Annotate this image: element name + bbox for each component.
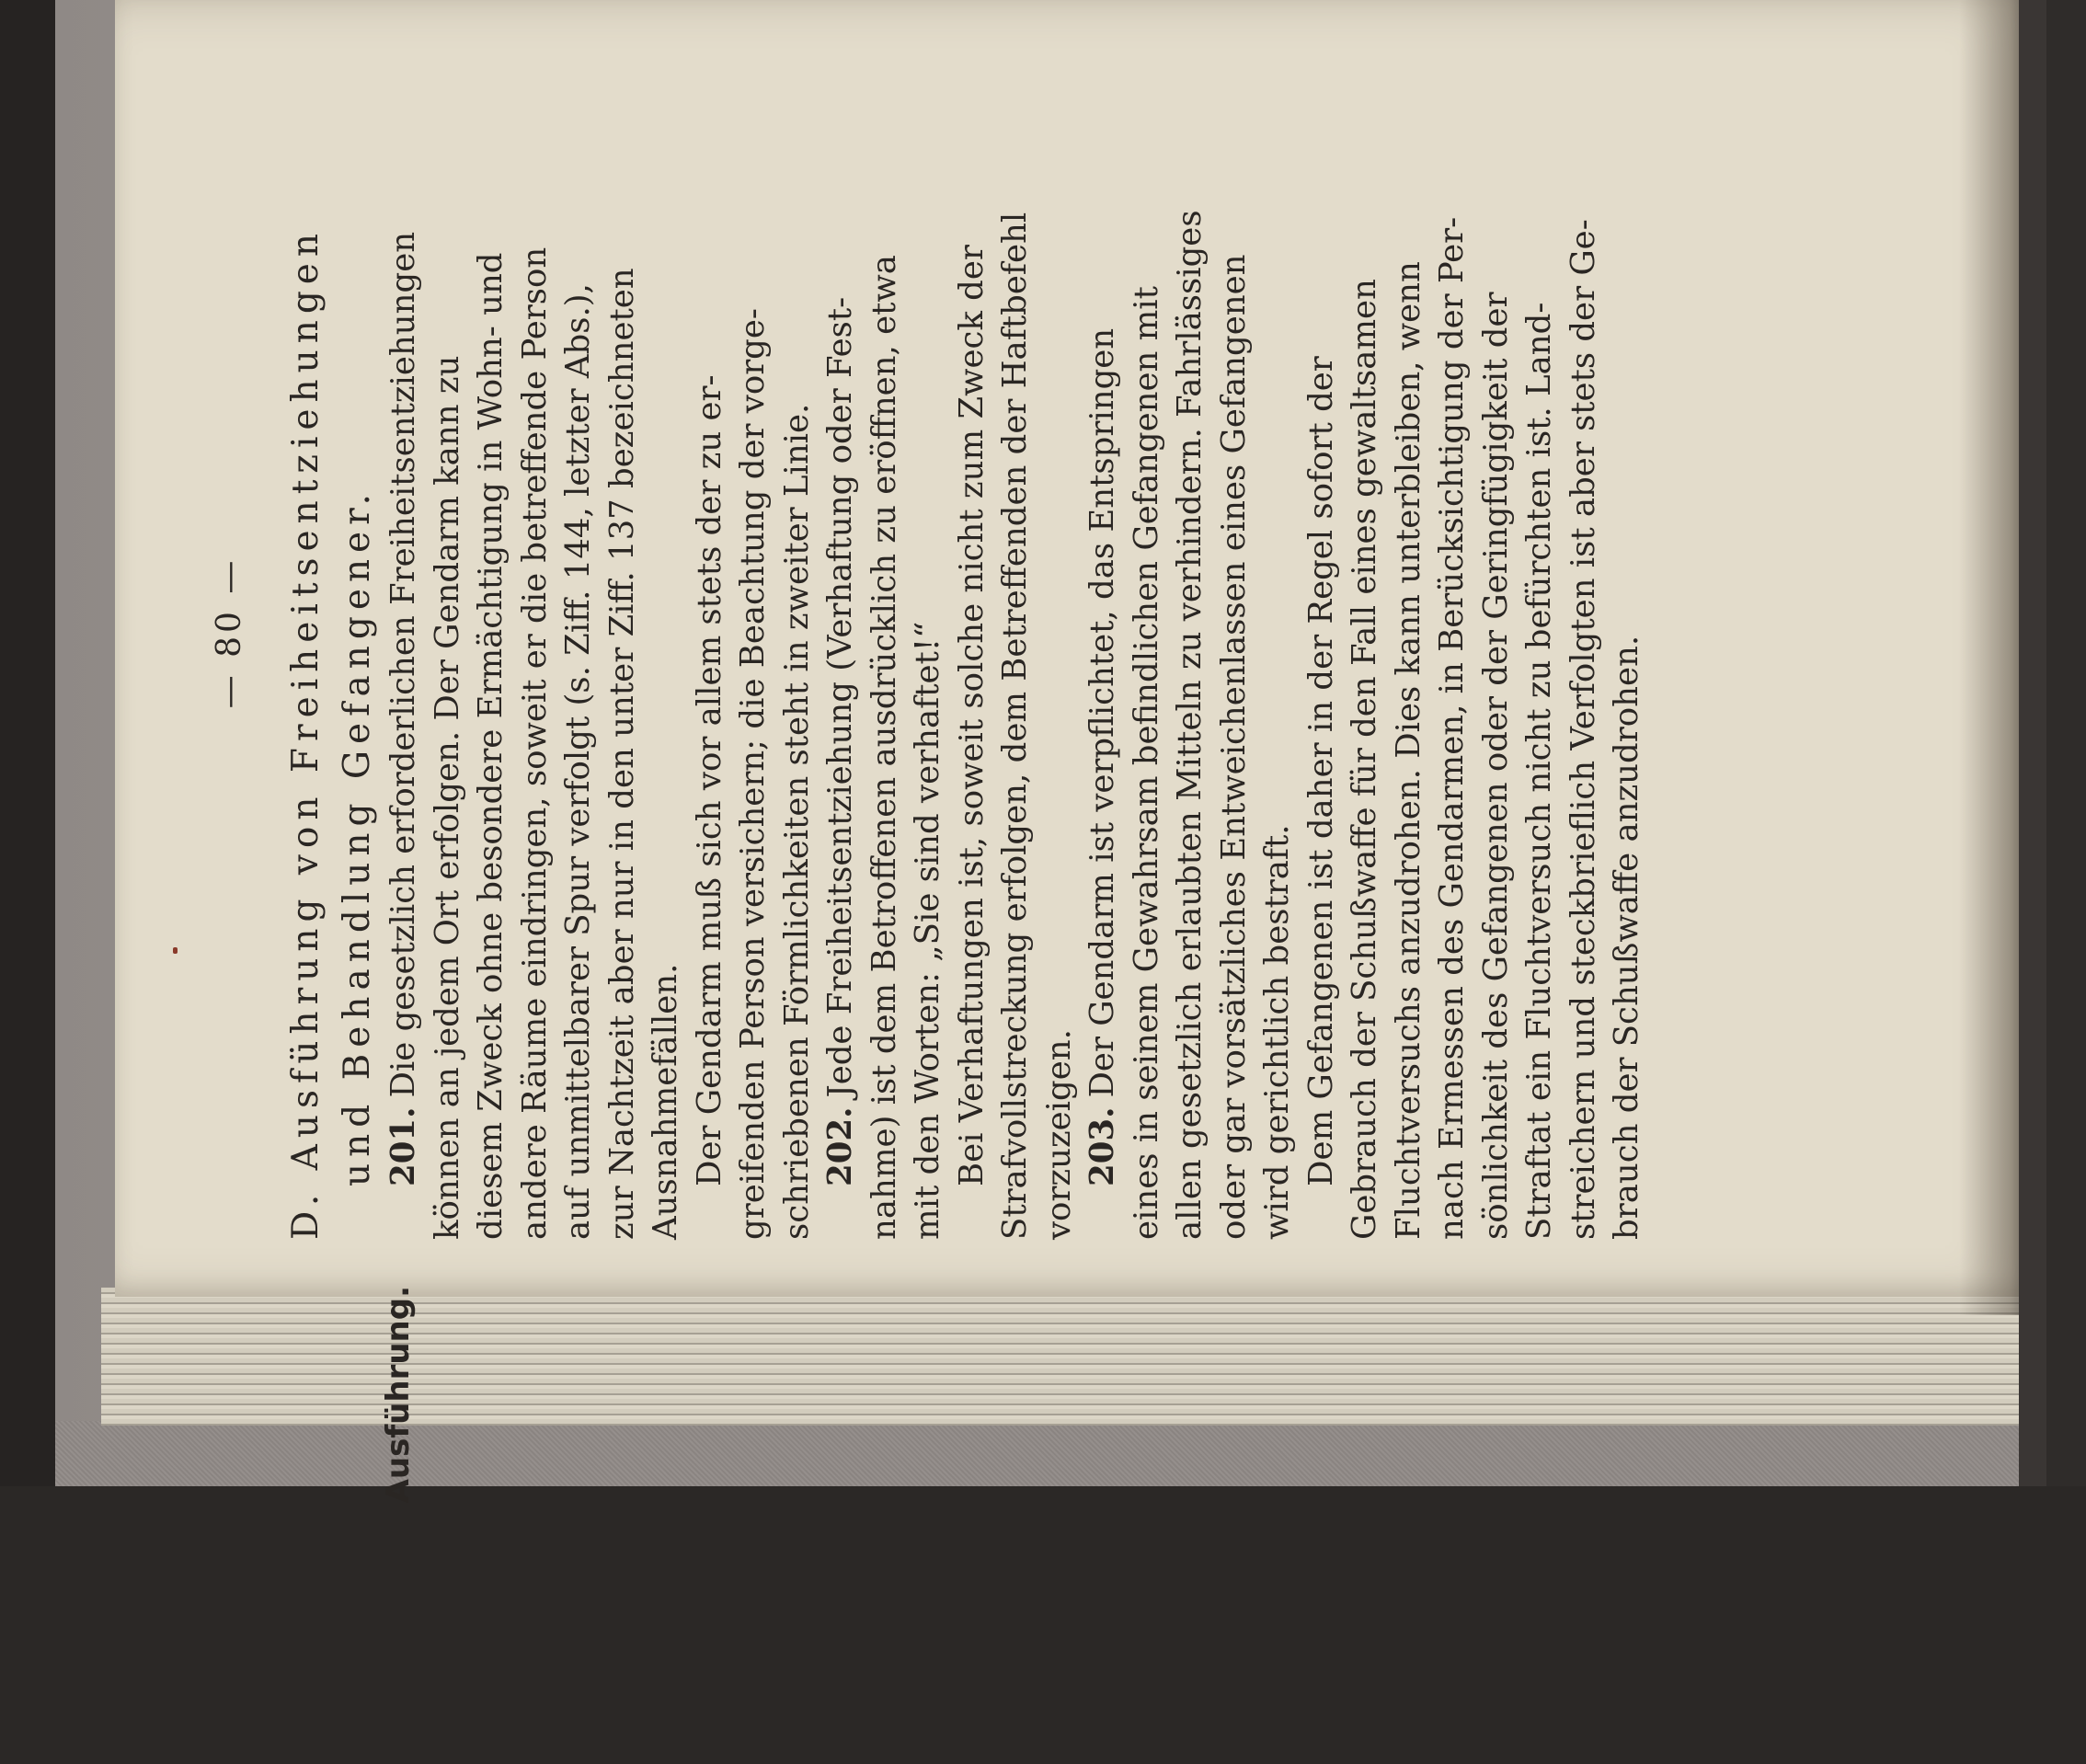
text-line: Strafvollstreckung erfolgen, dem Betreffenden der Haftbefehl <box>996 212 1034 1240</box>
text-line: wird gerichtlich bestraft. <box>1258 824 1296 1240</box>
section-heading-line2: und Behandlung Gefangener. <box>337 487 378 1186</box>
text-line: 201.Die gesetzlich erforderlichen Freiheitsentziehungen <box>384 231 422 1186</box>
text-line: brauch der Schußwaffe anzudrohen. <box>1608 635 1645 1240</box>
text-line: oder gar vorsätzliches Entweichenlassen eines Gefangenen <box>1214 254 1253 1240</box>
paragraph-number: 201. <box>384 1106 422 1186</box>
text-line: Gebrauch der Schußwaffe für den Fall eines gewaltsamen <box>1346 279 1383 1240</box>
ink-speck <box>173 947 178 954</box>
paragraph <box>1300 99 1649 1240</box>
text-line: nach Ermessen des Gendarmen, in Berücksichtigung der Per- <box>1433 216 1471 1240</box>
text-line: Ausnahmefällen. <box>647 963 684 1240</box>
paragraph <box>819 99 950 1240</box>
text-line: vorzuzeigen. <box>1039 1029 1078 1240</box>
paragraph <box>382 99 688 1240</box>
text-line: 203.Der Gendarm ist verpflichtet, das Entspringen <box>1083 327 1121 1186</box>
paragraph <box>688 99 820 1240</box>
text-line: Straftat ein Fluchtversuch nicht zu befürchten ist. Land- <box>1520 302 1558 1240</box>
section-heading <box>281 99 384 1240</box>
text-line: sönlichkeit des Gefangenen oder der Geringfügigkeit der <box>1476 292 1515 1240</box>
book-cover-edge <box>55 1421 2033 1486</box>
text-line: allen gesetzlich erlaubten Mitteln zu verhindern. Fahrlässiges <box>1171 210 1209 1240</box>
paragraph <box>950 99 1082 1240</box>
text-line: Der Gendarm muß sich vor allem stets der zu er- <box>690 374 728 1186</box>
text-line: diesem Zweck ohne besondere Ermächtigung in Wohn- und <box>472 252 510 1240</box>
rotated-text-block <box>211 26 1725 1504</box>
page-number: — 80 — <box>211 556 248 709</box>
book-right-edge <box>2019 0 2046 1486</box>
text-line: zur Nachtzeit aber nur in den unter Ziff. 137 bezeichneten <box>602 268 641 1240</box>
text-line: auf unmittelbarer Spur verfolgt (s. Ziff. 144, letzter Abs.), <box>559 283 597 1240</box>
text-line: nahme) ist dem Betroffenen ausdrücklich zu eröffnen, etwa <box>865 255 903 1240</box>
text-line: Fluchtversuchs anzudrohen. Dies kann unterbleiben, wenn <box>1389 261 1427 1240</box>
body-text <box>382 99 1649 1240</box>
background-strip <box>0 0 55 1486</box>
paragraph-number: 203. <box>1083 1106 1121 1186</box>
text-line: streichern und steckbrieflich Verfolgten ist aber stets der Ge- <box>1564 219 1602 1240</box>
section-heading-line1: D. Ausführung von Freiheitsentziehungen <box>285 226 327 1240</box>
margin-note: Ausführung. <box>380 1286 417 1504</box>
text-line: schriebenen Förmlichkeiten steht in zweiter Linie. <box>777 403 816 1240</box>
text-line: 202.Jede Freiheitsentziehung (Verhaftung oder Fest- <box>821 296 859 1186</box>
text-line: mit den Worten: „Sie sind verhaftet!“ <box>909 621 946 1240</box>
text-line: Dem Gefangenen ist daher in der Regel sofort der <box>1301 356 1340 1186</box>
paragraph-number: 202. <box>821 1106 859 1186</box>
paragraph <box>1081 99 1300 1240</box>
text-line: können an jedem Ort erfolgen. Der Gendarm kann zu <box>428 355 466 1240</box>
text-line: andere Räume eindringen, soweit er die betreffende Person <box>515 246 554 1240</box>
text-line: Bei Verhaftungen ist, soweit solche nicht zum Zweck der <box>952 245 991 1186</box>
text-line: greifenden Person versichern; die Beachtung der vorge- <box>734 308 772 1240</box>
text-line: eines in seinem Gewahrsam befindlichen Gefangenen mit <box>1127 286 1165 1240</box>
